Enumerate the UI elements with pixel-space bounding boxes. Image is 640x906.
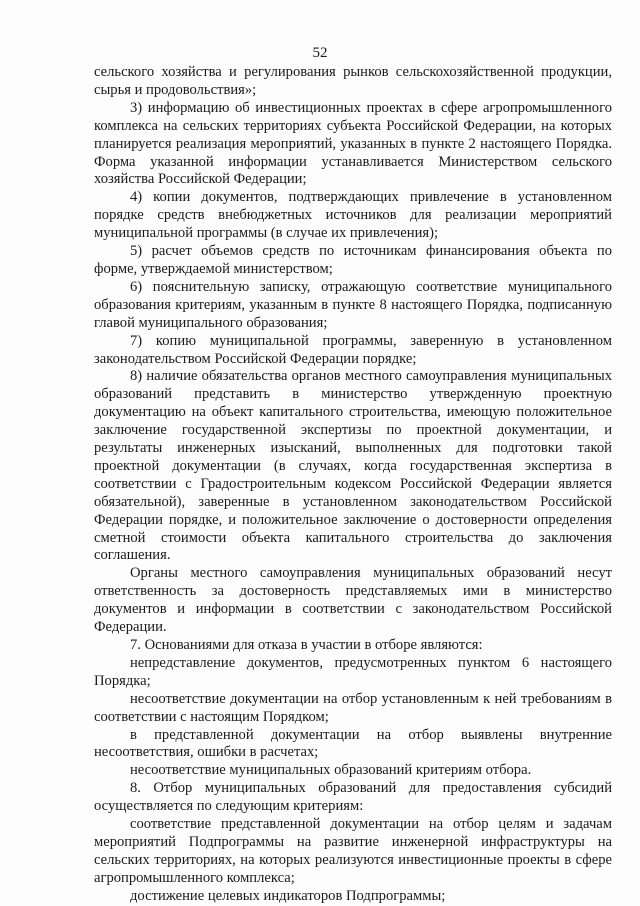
paragraph-item-4: 4) копии документов, подтверждающих привлечение в установленном порядке средств внебюджетных источников для реализации мероприятий муниципальной программы (в случае их привлечения); xyxy=(94,189,612,242)
paragraph-item-6: 6) пояснительную записку, отражающую соответствие муниципального образования критериям, указанным в пункте 8 настоящего Порядка, подписанную главой муниципального образования; xyxy=(94,278,612,331)
paragraph-refusal-1: непредставление документов, предусмотренных пунктом 6 настоящего Порядка; xyxy=(94,654,612,689)
paragraph-refusal-4: несоответствие муниципальных образований критериям отбора. xyxy=(130,762,532,779)
page-number: 52 xyxy=(312,45,328,61)
paragraph-item-8: 8) наличие обязательства органов местного самоуправления муниципальных образований представить в министерство утвержденную проектную документацию на объект капитального строительства, имеющую положительное заключение государственной экспертизы по проектной документации, и результаты инженерных изысканий, выполненных для подготовки такой проектной документации (в случаях, когда государственная экспертиза в соответствии с Градостроительным кодексом Российской Федерации является обязательной), заверенные в установленном законодательством Российской Федерации порядке, и положительное заключение о достоверности определения сметной стоимости объекта капитального строительства до заключения соглашения. xyxy=(94,368,612,564)
paragraph-refusal-2: несоответствие документации на отбор установленным к ней требованиям в соответствии с настоящим Порядком; xyxy=(94,690,612,725)
document-body xyxy=(94,64,612,906)
paragraph-item-5: 5) расчет объемов средств по источникам финансирования объекта по форме, утверждаемой министерством; xyxy=(94,243,612,277)
paragraph-criterion-2: достижение целевых индикаторов Подпрограммы; xyxy=(130,887,446,904)
paragraph-section-8-heading: 8. Отбор муниципальных образований для предоставления субсидий осуществляется по следующим критериям: xyxy=(94,780,612,815)
paragraph-section-7-heading: 7. Основаниями для отказа в участии в отборе являются: xyxy=(130,637,483,653)
paragraph-continuation: сельского хозяйства и регулирования рынков сельскохозяйственной продукции, сырья и продовольствия»; xyxy=(94,64,612,98)
paragraph-responsibility: Органы местного самоуправления муниципальных образований несут ответственность за достоверность представляемых ими в министерство документов и информации в соответствии с законодательством Российской Федерации. xyxy=(94,565,612,636)
paragraph-item-3: 3) информацию об инвестиционных проектах в сфере агропромышленного комплекса на сельских территориях субъекта Российской Федерации, на которых планируется реализация мероприятий, указанных в пункте 2 настоящего Порядка. Форма указанной информации устанавливается Министерством сельского хозяйства Российской Федерации; xyxy=(94,99,612,188)
paragraph-refusal-3: в представленной документации на отбор выявлены внутренние несоответствия, ошибки в расчетах; xyxy=(94,726,612,761)
paragraph-criterion-1: соответствие представленной документации на отбор целям и задачам мероприятий Подпрограммы на развитие инженерной инфраструктуры на сельских территориях, на которых реализуются инвестиционные проекты в сфере агропромышленного комплекса; xyxy=(94,816,612,886)
paragraph-item-7: 7) копию муниципальной программы, заверенную в установленном законодательством Российской Федерации порядке; xyxy=(94,332,612,367)
